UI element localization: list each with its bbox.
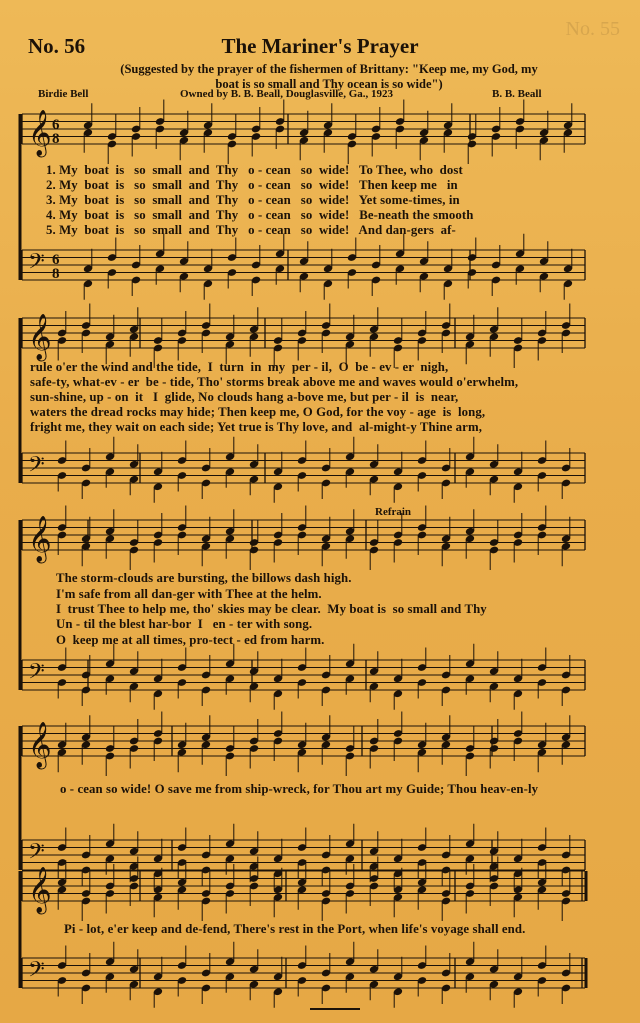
treble-clef: 𝄞: [28, 867, 52, 913]
hymn-number: No. 56: [28, 34, 86, 58]
bass-clef: 𝄢: [28, 839, 45, 870]
lyric-line: 4. My boat is so small and Thy o - cean so wide! Be-neath the smooth: [46, 208, 474, 222]
lyric-line: Un - til the blest har-bor I en - ter with song.: [56, 617, 313, 631]
time-signature-bottom: 8: [52, 266, 60, 282]
lyricist-credit: Birdie Bell: [38, 88, 89, 100]
lyric-line: I trust Thee to help me, tho' skies may be clear. My boat is so small and Thy: [56, 602, 487, 616]
lyric-line: waters the dread rocks may hide; Then keep me, O God, for the voy - age is long,: [30, 405, 486, 419]
lyric-line: 5. My boat is so small and Thy o - cean so wide! And dan-gers af-: [46, 223, 456, 237]
lyric-line: sun-shine, up - on it I glide, No clouds hang a-bove me, but per - il is near,: [30, 390, 459, 404]
treble-clef: 𝄞: [28, 516, 52, 562]
lyric-line: I'm safe from all dan-ger with Thee at the helm.: [56, 587, 322, 601]
lyric-line: The storm-clouds are bursting, the billows dash high.: [56, 571, 352, 585]
refrain-label: Refrain: [375, 506, 412, 518]
bass-clef: 𝄢: [28, 957, 45, 988]
subtitle-line-2: boat is so small and Thy ocean is so wide"): [215, 77, 443, 91]
lyric-line: 2. My boat is so small and Thy o - cean so wide! Then keep me in: [46, 178, 458, 192]
time-signature-top: 6: [52, 252, 60, 268]
bass-clef: 𝄢: [28, 452, 45, 483]
composer-credit: B. B. Beall: [492, 88, 542, 100]
bleed-through-number: No. 55: [565, 18, 620, 40]
lyric-line: rule o'er the wind and the tide, I turn in my per - il, O be - ev - er nigh,: [30, 360, 449, 374]
lyric-line: o - cean so wide! O save me from ship-wreck, for Thou art my Guide; Thou heav-en-ly: [60, 782, 539, 796]
lyric-line: 3. My boat is so small and Thy o - cean so wide! Yet some-times, in: [46, 193, 460, 207]
time-signature-bottom: 8: [52, 131, 60, 147]
treble-clef: 𝄞: [28, 110, 52, 156]
lyric-line: Pi - lot, e'er keep and de-fend, There's rest in the Port, when life's voyage shall end.: [64, 922, 526, 936]
bass-clef: 𝄢: [28, 659, 45, 690]
lyric-line: 1. My boat is so small and Thy o - cean so wide! To Thee, who dost: [46, 163, 463, 177]
time-signature-top: 6: [52, 117, 60, 133]
bass-clef: 𝄢: [28, 249, 45, 280]
lyric-line: safe-ty, what-ev - er be - tide, Tho' storms break above me and waves would o'erwhelm,: [30, 375, 519, 389]
subtitle-line-1: (Suggested by the prayer of the fishermen of Brittany: "Keep me, my God, my: [120, 62, 538, 76]
lyric-line: fright me, they wait on each side; Yet true is Thy love, and al-might-y Thine arm,: [30, 420, 483, 434]
hymn-title: The Mariner's Prayer: [221, 34, 419, 58]
treble-clef: 𝄞: [28, 722, 52, 768]
lyric-line: O keep me at all times, pro-tect - ed from harm.: [56, 633, 325, 647]
treble-clef: 𝄞: [28, 314, 52, 360]
copyright-notice: Owned by B. B. Beall, Douglasville, Ga., 1923: [180, 88, 393, 100]
